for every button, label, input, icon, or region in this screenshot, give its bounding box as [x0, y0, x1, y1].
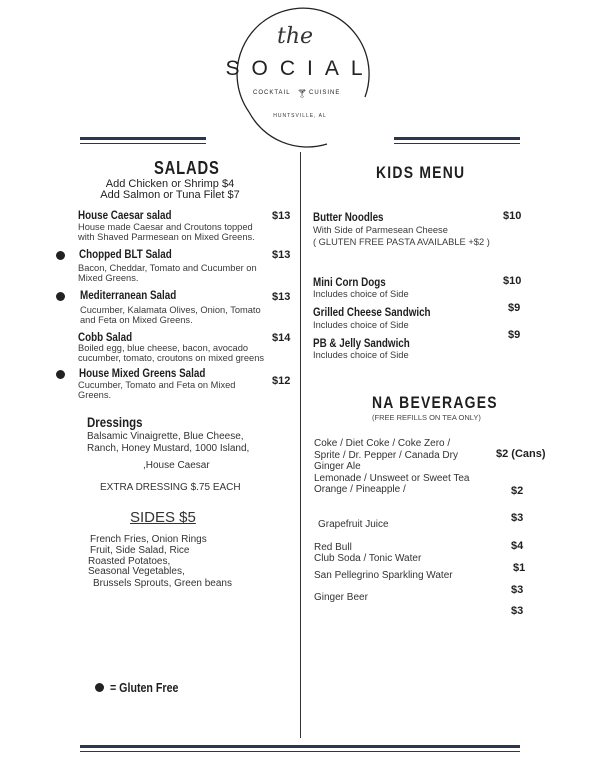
top-left-bar — [80, 137, 206, 140]
beverage-price: $3 — [511, 584, 524, 596]
sides-line: Seasonal Vegetables, — [88, 566, 185, 577]
dressings-line: ,House Caesar — [143, 460, 210, 471]
menu-item-desc: cucumber, tomato, croutons on mixed greens — [78, 353, 265, 363]
beverage-price: $2 — [511, 485, 524, 497]
beverage-price: $2 (Cans) — [496, 448, 546, 460]
gluten-free-icon — [56, 370, 65, 379]
sides-line: Fruit, Side Salad, Rice — [90, 545, 190, 556]
logo-location: HUNTSVILLE, AL — [273, 113, 327, 119]
menu-item-name: House Caesar salad — [78, 208, 172, 222]
menu-item-price: $9 — [508, 302, 521, 314]
beverage-line: Ginger Beer — [314, 592, 368, 603]
sides-line: Roasted Potatoes, — [88, 556, 171, 567]
menu-item-desc: Bacon, Cheddar, Tomato and Cucumber on — [78, 263, 257, 273]
menu-item-price: $9 — [508, 329, 521, 341]
beverage-line: Red Bull — [314, 542, 352, 553]
menu-item-name: Grilled Cheese Sandwich — [313, 305, 431, 319]
gluten-free-legend-icon — [95, 683, 104, 692]
beverage-line: Orange / Pineapple / — [314, 484, 406, 495]
sides-line: French Fries, Onion Rings — [90, 534, 207, 545]
salads-title: SALADS — [154, 158, 220, 178]
menu-item-desc: Includes choice of Side — [313, 350, 409, 360]
menu-item-price: $13 — [272, 291, 291, 303]
beverage-line: Grapefruit Juice — [318, 519, 389, 530]
menu-item-price: $13 — [272, 210, 291, 222]
menu-item-name: House Mixed Greens Salad — [79, 366, 206, 380]
beverage-price: $4 — [511, 540, 524, 552]
top-right-thin — [394, 143, 520, 144]
bottom-bar — [80, 745, 520, 748]
beverage-line: Coke / Diet Coke / Coke Zero / — [314, 438, 451, 449]
salads-addon: Add Salmon or Tuna Filet $7 — [100, 189, 240, 201]
menu-item-desc: Boiled egg, blue cheese, bacon, avocado — [78, 343, 249, 353]
beverage-line: Lemonade / Unsweet or Sweet Tea — [314, 473, 470, 484]
menu-item-name: PB & Jelly Sandwich — [313, 336, 410, 350]
logo — [215, 2, 385, 152]
beverages-title: NA BEVERAGES — [372, 393, 498, 412]
sides-title: SIDES $5 — [130, 509, 196, 526]
logo-the: the — [277, 24, 314, 49]
menu-item-desc: Includes choice of Side — [313, 289, 409, 299]
center-divider — [300, 152, 301, 738]
sides-line: Brussels Sprouts, Green beans — [93, 578, 232, 589]
dressings-line: Ranch, Honey Mustard, 1000 Island, — [87, 443, 250, 454]
dressings-title: Dressings — [87, 414, 143, 430]
beverage-line: San Pellegrino Sparkling Water — [314, 570, 453, 581]
menu-item-name: Chopped BLT Salad — [79, 247, 172, 261]
menu-item-price: $12 — [272, 375, 291, 387]
salads-addon: Add Chicken or Shrimp $4 — [105, 178, 235, 190]
kids-title: KIDS MENU — [376, 163, 466, 182]
top-left-thin — [80, 143, 206, 144]
menu-item-price: $10 — [503, 275, 522, 287]
beverage-price: $1 — [513, 562, 526, 574]
martini-icon: 🍸︎ — [297, 89, 309, 98]
menu-item-price: $10 — [503, 210, 522, 222]
menu-item-desc: Cucumber, Kalamata Olives, Onion, Tomato — [80, 305, 261, 315]
top-right-bar — [394, 137, 520, 140]
beverage-price: $3 — [511, 512, 524, 524]
beverage-price: $3 — [511, 605, 524, 617]
menu-item-desc: Greens. — [78, 390, 112, 400]
menu-item-name: Mini Corn Dogs — [313, 275, 386, 289]
menu-item-price: $14 — [272, 332, 291, 344]
extra-dressing: EXTRA DRESSING $.75 EACH — [100, 482, 241, 493]
menu-item-name: Cobb Salad — [78, 330, 133, 344]
beverage-line: Club Soda / Tonic Water — [314, 553, 422, 564]
menu-item-name: Butter Noodles — [313, 210, 384, 224]
logo-name: SOCIAL — [225, 57, 375, 80]
beverage-line: Sprite / Dr. Pepper / Canada Dry — [314, 450, 458, 461]
menu-item-desc: Cucumber, Tomato and Feta on Mixed — [78, 380, 236, 390]
menu-item-desc: ( GLUTEN FREE PASTA AVAILABLE +$2 ) — [313, 237, 490, 247]
menu-item-desc: House made Caesar and Croutons topped — [78, 222, 253, 232]
logo-tagline-cocktail: COCKTAIL — [253, 90, 291, 96]
menu-item-price: $13 — [272, 249, 291, 261]
menu-item-desc: and Feta on Mixed Greens. — [80, 315, 193, 325]
menu-item-desc: With Side of Parmesean Cheese — [313, 225, 448, 235]
logo-tagline-cuisine: CUISINE — [309, 90, 341, 96]
gluten-free-icon — [56, 292, 65, 301]
menu-item-desc: Includes choice of Side — [313, 320, 409, 330]
gluten-free-icon — [56, 251, 65, 260]
menu-item-name: Mediterranean Salad — [80, 288, 177, 302]
menu-item-desc: with Shaved Parmesean on Mixed Greens. — [78, 232, 255, 242]
menu-item-desc: Mixed Greens. — [78, 273, 139, 283]
bottom-thin — [80, 751, 520, 752]
beverage-line: Ginger Ale — [314, 461, 361, 472]
dressings-line: Balsamic Vinaigrette, Blue Cheese, — [87, 431, 244, 442]
gluten-free-legend: = Gluten Free — [110, 680, 179, 695]
beverages-subtitle: (FREE REFILLS ON TEA ONLY) — [372, 413, 481, 422]
